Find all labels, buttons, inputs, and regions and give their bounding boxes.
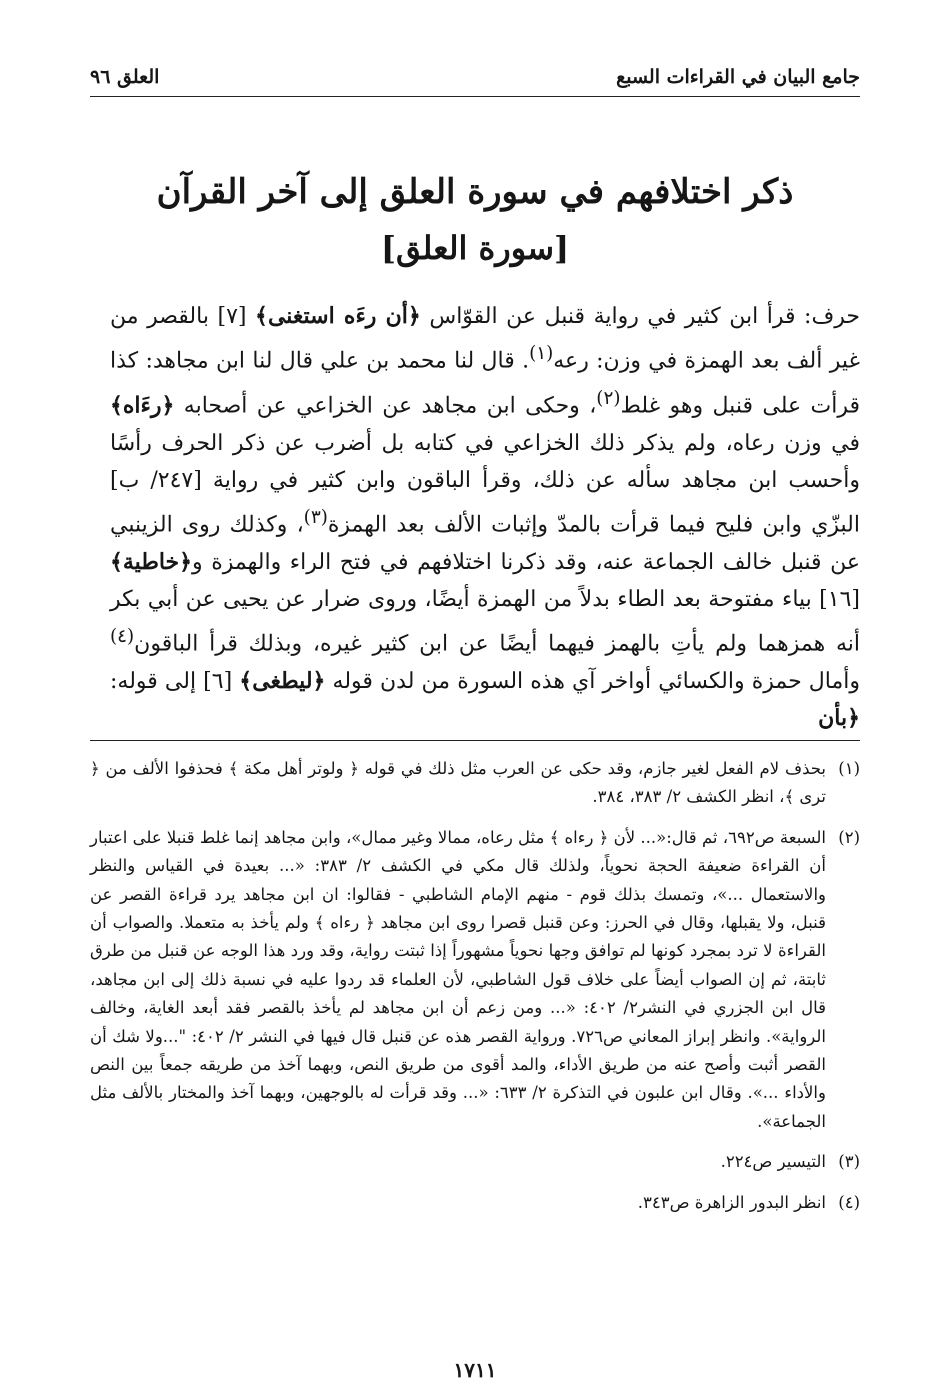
book-title: جامع البيان في القراءات السبع	[616, 66, 860, 88]
body-text-segment: [٦] إلى قوله:	[110, 668, 240, 694]
footnote-item	[90, 1189, 860, 1217]
running-header	[90, 66, 860, 97]
body-text-segment: وأمال حمزة والكسائي أواخر آي هذه السورة من لدن قوله	[325, 668, 861, 694]
quran-quote: ﴿خاطية﴾	[110, 548, 193, 575]
footnote-ref: (٢)	[596, 387, 621, 409]
main-paragraph	[110, 298, 860, 738]
footnotes-section	[90, 755, 860, 1229]
body-text-segment: [١٦] بياء مفتوحة بعد الطاء بدلاً من الهمزة أيضًا، وروى ضرار عن يحيى عن أبي بكر أنه همزهما ولم يأتِ بالهمز فيهما أيضًا عن ابن كثير غيره، وبذلك قرأ الباقون	[110, 587, 860, 657]
footnote-number: (٣)	[838, 1152, 860, 1172]
surah-label: العلق ٩٦	[90, 66, 160, 88]
footnote-ref: (٣)	[303, 507, 328, 529]
footnote-ref: (١)	[529, 343, 554, 365]
quran-quote: ﴿رءَاه﴾	[110, 392, 175, 419]
footnote-item	[90, 755, 860, 812]
quran-quote: ﴿أن رءَه استغنى﴾	[255, 303, 421, 329]
body-text-segment: [٧] بالقصر من غير ألف بعد الهمزة في وزن: رعه	[110, 304, 860, 374]
footnote-number: (١)	[838, 759, 860, 778]
body-text-segment: في وزن رعاه، ولم يذكر ذلك الخزاعي في كتابه بل أضرب عن ذكر الحرف رأسًا وأحسب ابن مجاهد سأله عن ذلك، وقرأ الباقون وابن كثير في رواية [٢٤٧/ ب] البزّي وابن فليح فيما قرأت بالمدّ وإثبات الألف بعد الهمزة	[110, 430, 860, 538]
footnote-item	[90, 824, 860, 1136]
footnote-item	[90, 1148, 860, 1176]
quran-quote: ﴿بأن	[818, 705, 860, 732]
body-text-segment: ، وكذلك روى الزينبي عن قنبل خالف الجماعة عنه، وقد ذكرنا اختلافهم في فتح الراء والهمزة و	[110, 512, 860, 575]
surah-title: [سورة العلق]	[380, 229, 570, 267]
body-text-segment: حرف: قرأ ابن كثير في رواية قنبل عن القوّاس	[420, 304, 861, 329]
body-text-segment: . قال لنا محمد بن علي قال لنا ابن مجاهد: كذا قرأت على قنبل وهو غلط	[110, 348, 860, 419]
chapter-title: ذكر اختلافهم في سورة العلق إلى آخر القرآن	[156, 172, 794, 212]
footnote-text: السبعة ص٦٩٢، ثم قال:«... لأن ﴿ رءاه ﴾ مثل رعاه، ممالا وغير ممال»، وابن مجاهد إنما غلط قنبلا على اعتبار أن القراءة ضعيفة الحجة نحوياً، ولذلك قال مكي في الكشف ٢/ ٣٨٣: «... بعيدة في القياس والنظر والاستعمال ...»، وتمسك بذلك قوم - منهم الإمام الشاطبي - فقالوا: ان ابن مجاهد يرد قراءة القصر عن قنبل، ولا يقبلها، وقال في الحرز: وعن قنبل قصرا روى ابن مجاهد ﴿ رءاه ﴾ ولم يأخذ به متعملا. والصواب أن القراءة لا ترد بمجرد كونها لم توافق وجها نحوياً مشهوراً إذا ثبتت رواية، وقد ورد هذا الوجه عن قنبل من طرق ثابتة، ثم إن الصواب أيضاً على خلاف قول الشاطبي، لأن العلماء قد ردوا عليه في نسبة ذلك إلى ابن مجاهد، قال ابن الجزري في النشر٢/ ٤٠٢: «... ومن زعم أن ابن مجاهد لم يأخذ بالقصر فقد أبعد الغاية، وخالف الرواية». وانظر إبراز المعاني ص٧٢٦. ورواية القصر هذه عن قنبل قال فيها في النشر ٢/ ٤٠٢: "...ولا شك أن القصر أثبت وأصح عنه من طريق الأداء، والمد أقوى من طريق النص، وبهما آخذ من طريقه جمعاً بين النص والأداء ...». وقال ابن علبون في التذكرة ٢/ ٦٣٣: «... وقد قرأت له بالوجهين، وبهما آخذ والمختار بالألف مثل الجماعة».	[90, 827, 827, 1131]
footnote-text: انظر البدور الزاهرة ص٣٤٣.	[637, 1192, 826, 1212]
footnote-text: التيسير ص٢٢٤.	[720, 1152, 826, 1172]
footnote-divider	[90, 740, 860, 741]
footnote-number: (٢)	[838, 827, 860, 847]
footnote-number: (٤)	[838, 1192, 860, 1212]
quran-quote: ﴿ليطغى﴾	[239, 667, 326, 694]
body-text-segment: ، وحكى ابن مجاهد عن الخزاعي عن أصحابه	[174, 393, 597, 419]
page-number: ١٧١١	[453, 1358, 497, 1382]
footnote-text: بحذف لام الفعل لغير جازم، وقد حكى عن العرب مثل ذلك في قوله ﴿ ولوتر أهل مكة ﴾ فحذفوا الألف من ﴿ ترى ﴾، انظر الكشف ٢/ ٣٨٣، ٣٨٤.	[90, 759, 826, 807]
footnote-ref: (٤)	[110, 626, 135, 648]
